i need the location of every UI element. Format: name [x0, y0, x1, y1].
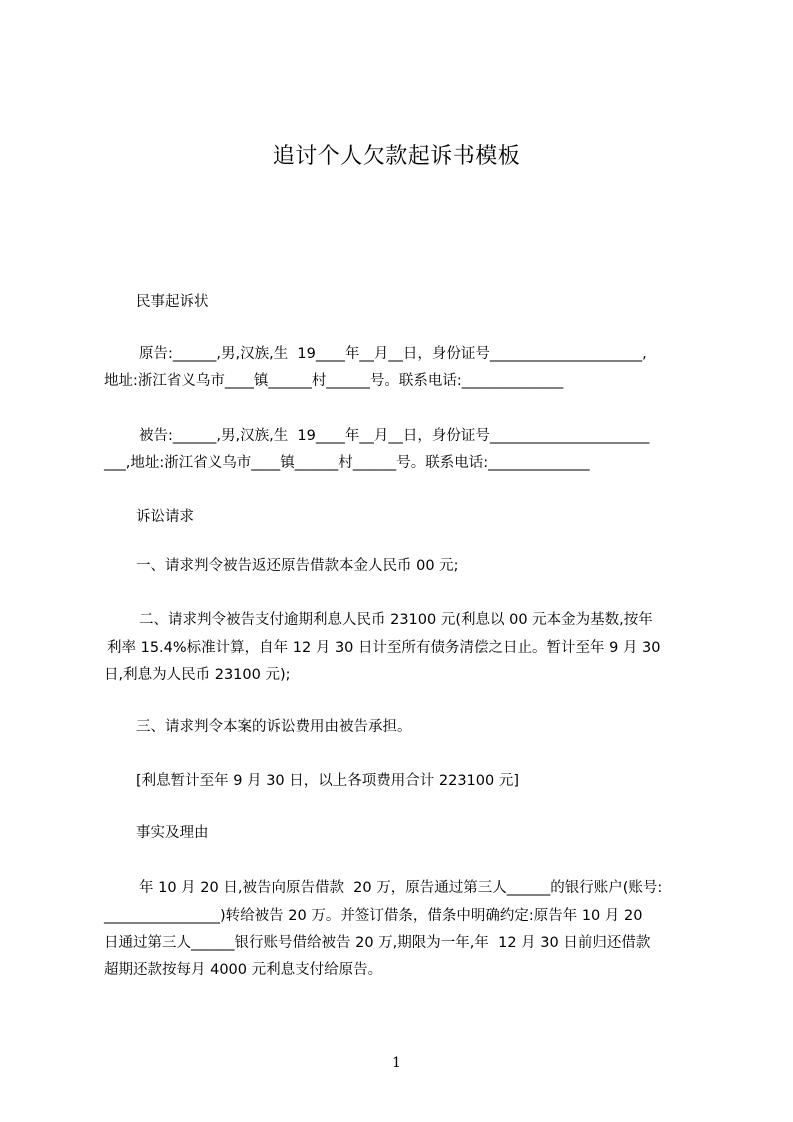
plaintiff-line-1: 原告:______,男,汉族,生 19____年__月__日，身份证号_____________________, [139, 346, 647, 362]
claim-2-line-3: 日,利息为人民币 23100 元); [104, 667, 291, 683]
facts-line-3: 日通过第三人______银行账号借给被告 20 万,期限为一年,年 12 月 30 日前归还借款 [104, 935, 651, 951]
claim-2-line-2: 利率 15.4%标准计算，自年 12 月 30 日计至所有债务清偿之日止。暂计至年 9 月 30 [107, 640, 661, 656]
facts-line-1: 年 10 月 20 日,被告向原告借款 20 万，原告通过第三人______的银行账户(账号: [139, 880, 663, 896]
document-title: 追讨个人欠款起诉书模板 [272, 144, 521, 169]
page-number: 1 [392, 1055, 401, 1071]
total-note: [利息暂计至年 9 月 30 日，以上各项费用合计 223100 元] [136, 773, 519, 789]
facts-line-4: 超期还款按每月 4000 元利息支付给原告。 [104, 962, 383, 978]
plaintiff-line-2: 地址:浙江省义乌市____镇______村______号。联系电话:______________ [104, 373, 564, 389]
claim-1: 一、请求判令被告返还原告借款本金人民币 00 元; [136, 558, 459, 574]
section-heading-claims: 诉讼请求 [136, 509, 194, 525]
section-heading-complaint: 民事起诉状 [136, 294, 209, 310]
defendant-line-1: 被告:______,男,汉族,生 19____年__月__日，身份证号______________________ [139, 428, 650, 444]
facts-line-2: ________________)转给被告 20 万。并签订借条，借条中明确约定:原告年 10 月 20 [104, 908, 643, 924]
defendant-line-2: ___,地址:浙江省义乌市____镇______村______号。联系电话:______________ [104, 455, 590, 471]
claim-3: 三、请求判令本案的诉讼费用由被告承担。 [136, 719, 412, 735]
section-heading-facts: 事实及理由 [136, 825, 209, 841]
claim-2-line-1: 二、请求判令被告支付逾期利息人民币 23100 元(利息以 00 元本金为基数,按年 [139, 612, 653, 628]
